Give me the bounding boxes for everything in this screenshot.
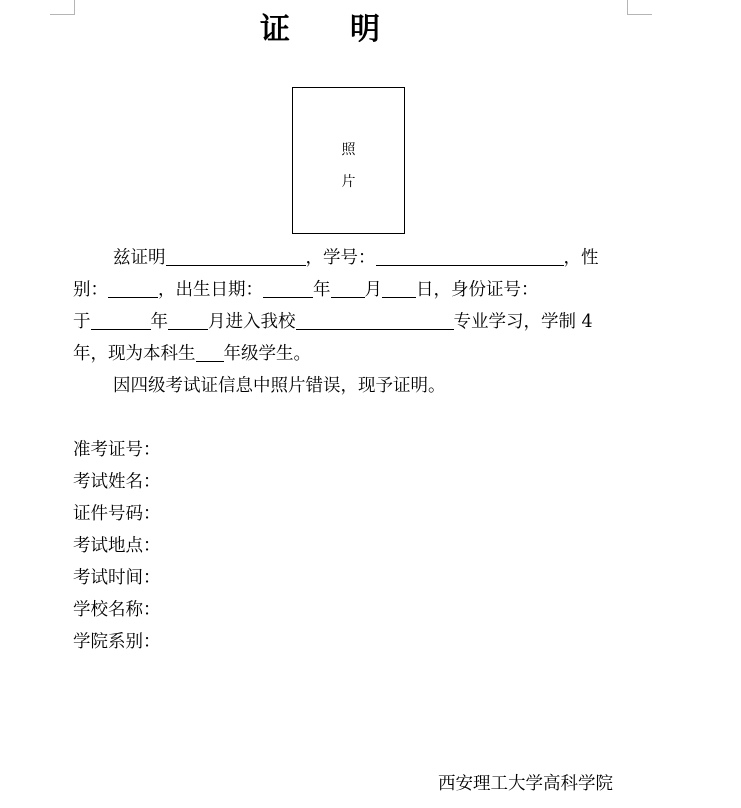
field-id-number: 证件号码： <box>73 504 161 524</box>
grade-prefix: 年，现为本科生 <box>73 344 196 364</box>
certificate-body <box>73 242 629 658</box>
field-exam-ticket-number: 准考证号： <box>73 440 161 460</box>
paragraph-1-line-1 <box>73 242 629 274</box>
gender-label-start: ，性 <box>563 248 599 268</box>
gender-blank <box>108 277 158 298</box>
document-title: 证明 <box>260 12 440 47</box>
enrollment-month-blank <box>168 309 208 330</box>
birth-year-blank <box>263 277 313 298</box>
field-exam-time: 考试时间： <box>73 568 161 588</box>
major-blank <box>296 309 454 330</box>
enrollment-month-label: 月进入我校 <box>208 312 296 332</box>
paragraph-1-line-3 <box>73 306 629 338</box>
enrollment-year-unit: 年 <box>150 312 168 332</box>
photo-label-char-2: 片 <box>341 174 356 190</box>
birth-month-unit: 月 <box>364 280 382 300</box>
gender-label-end: 别： <box>73 280 108 300</box>
paragraph-2: 因四级考试证信息中照片错误，现予证明。 <box>113 376 446 396</box>
enrollment-year-blank <box>91 309 151 330</box>
name-blank <box>166 245 306 266</box>
student-id-blank <box>376 245 564 266</box>
field-school-name: 学校名称： <box>73 600 161 620</box>
birth-date-label: ，出生日期： <box>158 280 263 300</box>
field-exam-location: 考试地点： <box>73 536 161 556</box>
field-college-department: 学院系别： <box>73 632 161 652</box>
paragraph-1-line-2 <box>73 274 629 306</box>
birth-day-and-id-label: 日，身份证号： <box>416 280 539 300</box>
student-id-label: ，学号： <box>305 248 376 268</box>
blank-line <box>73 402 629 434</box>
enrollment-prefix: 于 <box>73 312 91 332</box>
grade-suffix: 年级学生。 <box>223 344 311 364</box>
photo-placeholder <box>292 87 405 234</box>
birth-month-blank <box>331 277 365 298</box>
birth-day-blank <box>382 277 416 298</box>
grade-blank <box>196 341 224 362</box>
birth-year-unit: 年 <box>313 280 331 300</box>
paragraph-1-line-4 <box>73 338 629 370</box>
major-label: 专业学习，学制 4 <box>453 312 593 332</box>
photo-label-char-1: 照 <box>341 142 356 158</box>
certify-prefix: 兹证明 <box>113 248 166 268</box>
issuing-institution: 西安理工大学高科学院 <box>438 774 613 794</box>
field-exam-name: 考试姓名： <box>73 472 161 492</box>
